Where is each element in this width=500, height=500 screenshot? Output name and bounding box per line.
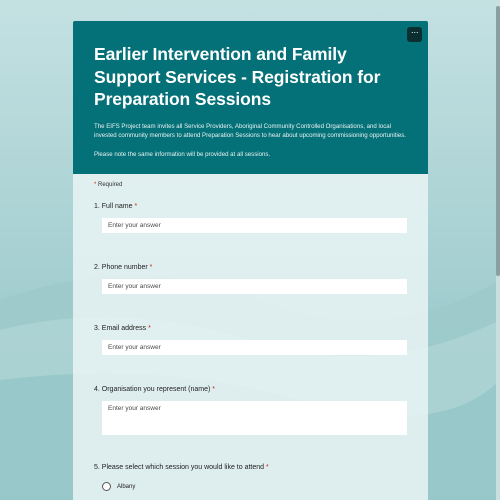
required-star: *	[134, 203, 138, 210]
question-label: 5. Please select which session you would like to attend *	[94, 464, 269, 471]
required-note	[94, 182, 428, 188]
form-header	[73, 21, 428, 174]
form-description: The EIFS Project team invites all Service Providers, Aboriginal Community Controlled Organisations, and local invested community members to attend Preparation Sessions to hear about upcoming commissioning opportunities.	[94, 122, 406, 139]
question-label: 1. Full name *	[94, 203, 138, 210]
email-address-input[interactable]	[102, 340, 407, 355]
required-star: *	[148, 325, 151, 332]
form-body	[73, 174, 428, 500]
radio-button[interactable]	[102, 482, 111, 491]
question-full-name	[94, 203, 407, 233]
more-options-icon[interactable]: ···	[407, 27, 422, 42]
question-label: 2. Phone number *	[94, 264, 153, 271]
question-session-select	[94, 464, 269, 491]
session-option-albany[interactable]	[102, 482, 269, 491]
question-email-address	[94, 325, 407, 355]
form-note: Please note the same information will be provided at all sessions.	[94, 150, 271, 158]
organisation-input[interactable]	[102, 401, 407, 435]
question-organisation	[94, 386, 407, 435]
form-card	[73, 21, 428, 500]
question-label: 4. Organisation you represent (name) *	[94, 386, 216, 393]
required-star: *	[212, 386, 216, 393]
form-title: Earlier Intervention and Family Support Services - Registration for Preparation Sessions	[94, 44, 381, 109]
page-scrollbar[interactable]	[496, 0, 500, 500]
scrollbar-thumb[interactable]	[496, 6, 500, 276]
question-label: 3. Email address *	[94, 325, 151, 332]
question-phone-number	[94, 264, 407, 294]
required-star: *	[149, 264, 153, 271]
required-star: *	[266, 464, 269, 471]
required-star: *	[94, 182, 97, 188]
phone-number-input[interactable]	[102, 279, 407, 294]
option-label: Albany	[117, 483, 136, 490]
required-text: Required	[96, 182, 123, 188]
full-name-input[interactable]	[102, 218, 407, 233]
